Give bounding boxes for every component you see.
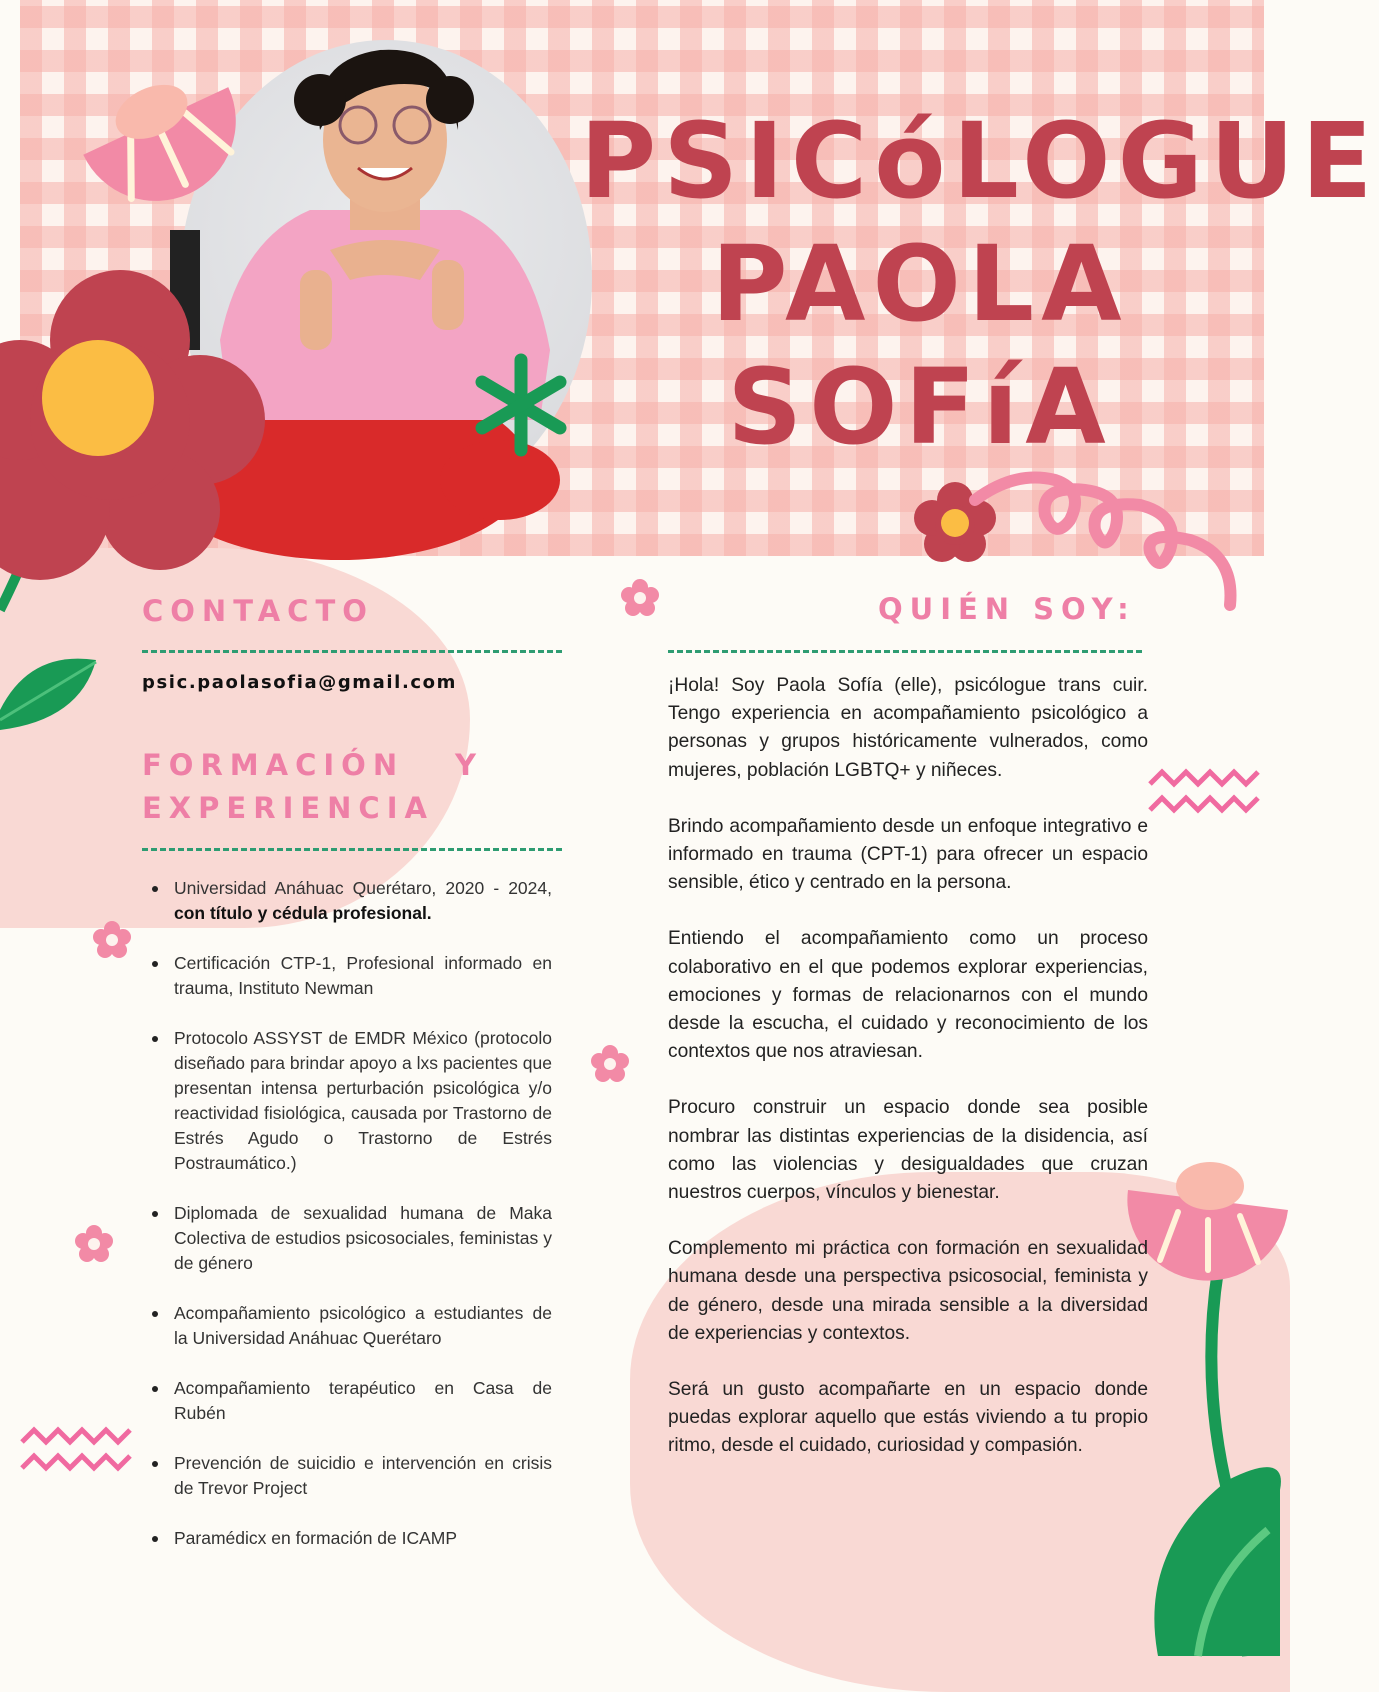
- experience-list: [142, 876, 552, 1576]
- list-item-text: Protocolo ASSYST de EMDR México (protocolo diseñado para brindar apoyo a lxs pacientes que presentan intensa perturbación psicológica y/o reactividad fisiológica, causada por Trastorno de Estrés Agudo o Trastorno de Estrés Postraumático.): [174, 1028, 552, 1173]
- list-item-text: Certificación CTP-1, Profesional informado en trauma, Instituto Newman: [174, 953, 552, 998]
- title-line-3: SOFíA: [727, 346, 1113, 468]
- small-flower-icon: [590, 1044, 630, 1084]
- contact-email: psic.paolasofia@gmail.com: [142, 672, 457, 693]
- name-title: [580, 100, 1379, 469]
- about-heading: QUIÉN SOY:: [878, 592, 1136, 626]
- small-flower-icon: [620, 578, 660, 618]
- list-item-text: Prevención de suicidio e intervención en crisis de Trevor Project: [174, 1453, 552, 1498]
- experience-heading-y: Y: [455, 748, 483, 782]
- list-item-bold: con título y cédula profesional.: [174, 903, 432, 923]
- zigzag-icon: [20, 1426, 136, 1478]
- list-item: [142, 1376, 552, 1426]
- green-asterisk-icon: [466, 350, 576, 460]
- list-item-text: Acompañamiento psicológico a estudiantes de la Universidad Anáhuac Querétaro: [174, 1303, 552, 1348]
- list-item-text: Acompañamiento terapéutico en Casa de Rubén: [174, 1378, 552, 1423]
- small-flower-icon: [92, 920, 132, 960]
- zigzag-icon: [1148, 768, 1264, 820]
- list-item-text: Diplomada de sexualidad humana de Maka Colectiva de estudios psicosociales, feministas y de género: [174, 1203, 552, 1273]
- title-line-1: PSICóLOGUE: [580, 100, 1379, 222]
- about-text: [668, 672, 1148, 1489]
- experience-heading-line1: FORMACIÓN: [142, 748, 405, 782]
- about-paragraph: ¡Hola! Soy Paola Sofía (elle), psicólogue trans cuir. Tengo experiencia en acompañamiento psicológico a personas y grupos históricamente vulnerados, como mujeres, población LGBTQ+ y niñeces.: [668, 675, 1148, 781]
- list-item: [142, 876, 552, 926]
- about-paragraph: Entiendo el acompañamiento como un proceso colaborativo en el que podemos explorar experiencias, emociones y formas de relacionarnos con el mundo desde la escucha, el cuidado y reconocimiento de los contextos que nos atraviesan.: [668, 928, 1148, 1063]
- about-paragraph: Brindo acompañamiento desde un enfoque integrativo e informado en trauma (CPT-1) para ofrecer un espacio sensible, ético y centrado en la persona.: [668, 815, 1148, 894]
- red-flower-icon: [0, 280, 270, 620]
- contact-divider: [142, 650, 562, 653]
- leaf-icon: [0, 650, 100, 740]
- list-item: [142, 1201, 552, 1276]
- experience-heading-line2: EXPERIENCIA: [142, 791, 434, 825]
- contact-heading: CONTACTO: [142, 594, 374, 628]
- pink-flower-icon: [60, 30, 260, 230]
- list-item: [142, 1301, 552, 1351]
- list-item: [142, 951, 552, 1001]
- list-item: [142, 1526, 552, 1551]
- experience-divider: [142, 848, 562, 851]
- about-divider: [668, 650, 1142, 653]
- about-paragraph: Procuro construir un espacio donde sea posible nombrar las distintas experiencias de la disidencia, así como las violencias y desigualdades que cruzan nuestros cuerpos, vínculos y bienestar.: [668, 1097, 1148, 1204]
- list-item: [142, 1451, 552, 1501]
- small-flower-icon: [74, 1224, 114, 1264]
- title-line-2: PAOLA: [711, 223, 1129, 345]
- list-item: [142, 1026, 552, 1176]
- list-item-text: Universidad Anáhuac Querétaro, 2020 - 2024,: [174, 878, 552, 898]
- about-paragraph: Será un gusto acompañarte en un espacio donde puedas explorar aquello que estás viviendo a tu propio ritmo, desde el cuidado, curiosidad y compasión.: [668, 1379, 1148, 1457]
- about-paragraph: Complemento mi práctica con formación en sexualidad humana desde una perspectiva psicosocial, feminista y de género, desde una mirada sensible a la diversidad de experiencias y contextos.: [668, 1238, 1148, 1344]
- list-item-text: Paramédicx en formación de ICAMP: [174, 1528, 458, 1548]
